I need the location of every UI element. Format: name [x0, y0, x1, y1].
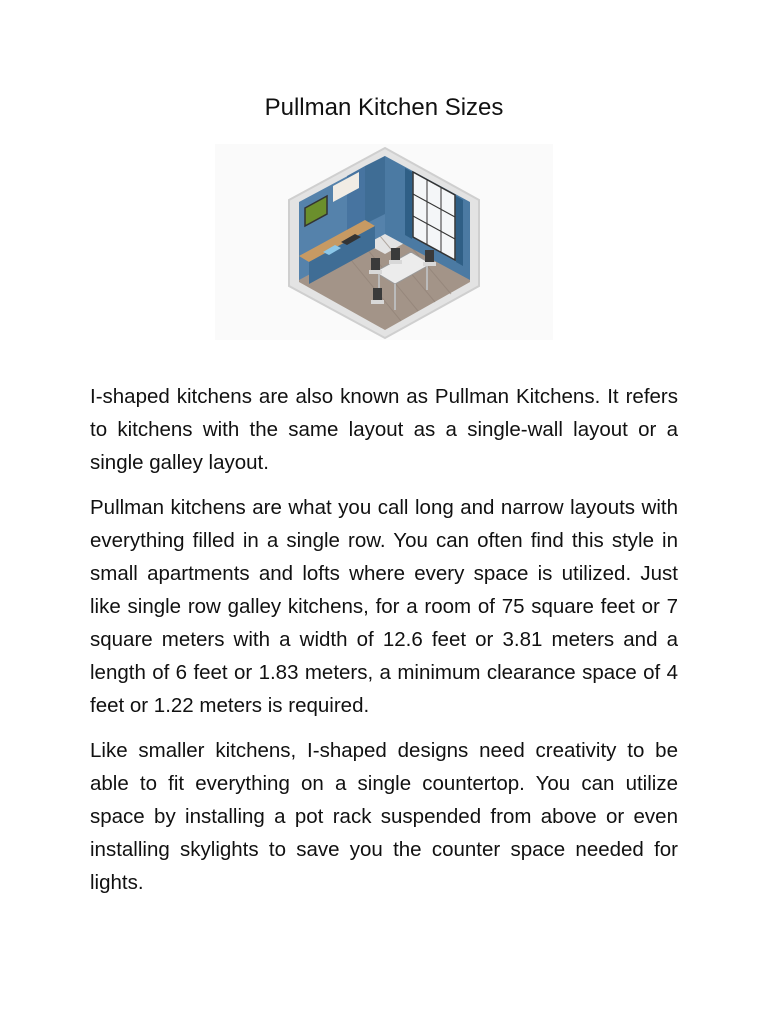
paragraph-2: Pullman kitchens are what you call long and narrow layouts with everything filled in a single row. You can often find this style in small apartments and lofts where every space is utilized. Just like single row galley kitchens, for a room of 75 square feet or 7 square meters with a width of 12.6 feet or 3.81 meters and a length of 6 feet or 1.83 meters, a minimum clearance space of 4 feet or 1.22 meters is required.: [90, 496, 678, 717]
paragraph-3: Like smaller kitchens, I-shaped designs need creativity to be able to fit everything on a single countertop. You can utilize space by installing a pot rack suspended from above or even installing skylights to save you the counter space needed for lights.: [90, 739, 678, 894]
paragraph-1: I-shaped kitchens are also known as Pullman Kitchens. It refers to kitchens with the same layout as a single-wall layout or a single galley layout.: [90, 385, 678, 474]
page-title: Pullman Kitchen Sizes: [264, 94, 504, 121]
kitchen-illustration: [215, 144, 553, 340]
article-body: [90, 380, 678, 911]
isometric-kitchen-icon: [215, 144, 553, 340]
